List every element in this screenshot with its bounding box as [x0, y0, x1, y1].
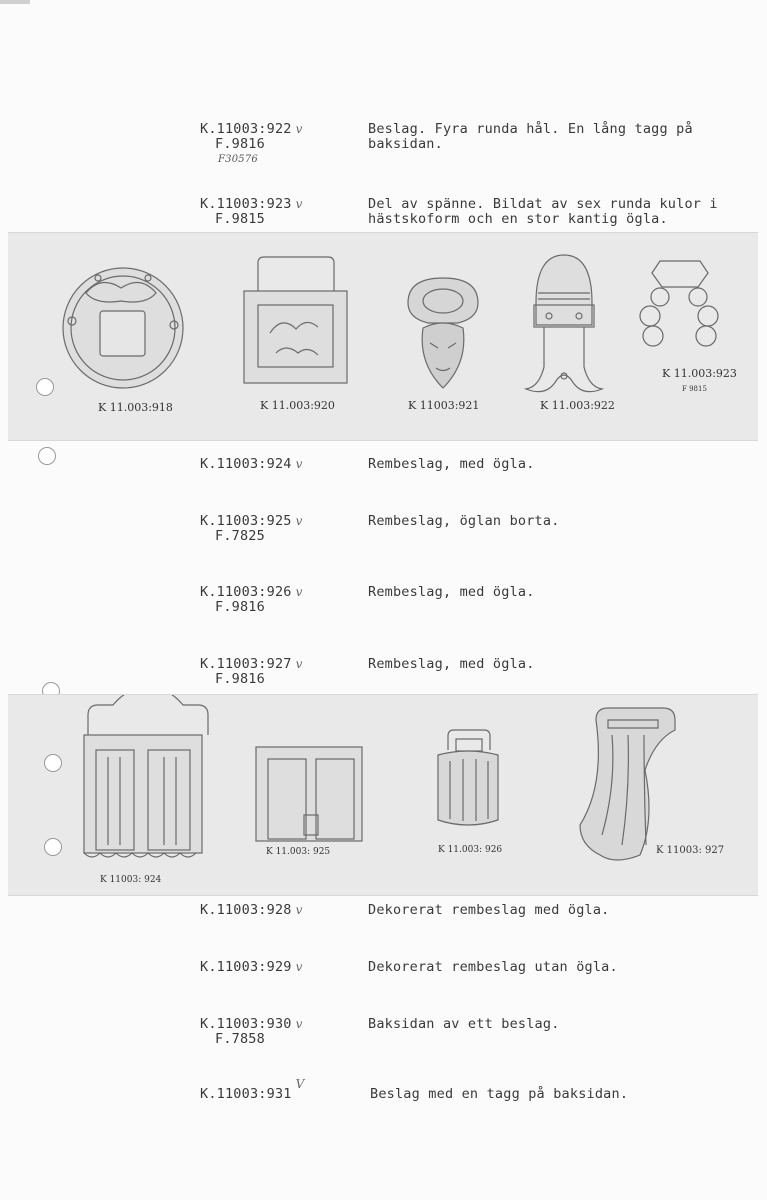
photo-label-918: K 11.003:918 — [98, 401, 173, 414]
entry-id-block — [200, 514, 303, 544]
entry-id-block — [200, 657, 303, 687]
entry-id: K.11003:925 — [200, 513, 292, 529]
entry-description: Beslag. Fyra runda hål. En lång tagg på baksidan. — [368, 121, 693, 152]
entry-id-block — [200, 1077, 305, 1102]
drawing-strip-1 — [8, 232, 758, 441]
check-mark: V — [295, 1077, 305, 1091]
check-mark: v — [295, 1017, 303, 1031]
entry-field-number: F.9816 — [215, 671, 265, 687]
photo-label-926: K 11.003: 926 — [438, 845, 503, 855]
object-drawing-920 — [244, 257, 347, 383]
check-mark: v — [295, 514, 303, 528]
check-mark: v — [295, 122, 303, 136]
handwritten-note: F30576 — [218, 154, 258, 165]
object-drawing-918 — [63, 268, 183, 388]
entry-id-block — [200, 1017, 303, 1047]
binder-hole — [44, 754, 62, 772]
entry-id: K.11003:930 — [200, 1016, 292, 1032]
entry-id: K.11003:928 — [200, 902, 292, 918]
photo-label-925: K 11.003: 925 — [266, 847, 331, 857]
object-drawing-926 — [438, 730, 498, 825]
entry-description: Rembeslag, med ögla. — [368, 584, 535, 600]
entry-id-block — [200, 960, 303, 975]
check-mark: v — [295, 197, 303, 211]
entry-description: Beslag med en tagg på baksidan. — [370, 1086, 629, 1102]
entry-description: Baksidan av ett beslag. — [368, 1016, 560, 1032]
entry-field-number: F.7858 — [215, 1031, 265, 1047]
entry-field-number: F.9815 — [215, 211, 265, 227]
entry-description: Del av spänne. Bildat av sex runda kulor i hästskoform och en stor kantig ögla. — [368, 196, 718, 227]
binder-hole — [38, 447, 56, 465]
object-drawing-921 — [408, 278, 478, 388]
check-mark: v — [295, 585, 303, 599]
entry-id-block — [200, 585, 303, 615]
entry-description: Rembeslag, med ögla. — [368, 456, 535, 472]
object-drawing-925 — [256, 747, 362, 841]
photo-label-921: K 11003:921 — [408, 399, 480, 412]
entry-id: K.11003:931 — [200, 1086, 292, 1102]
object-drawing-923 — [640, 261, 718, 346]
check-mark: v — [295, 903, 303, 917]
entry-id: K.11003:926 — [200, 584, 292, 600]
entry-id: K.11003:922 — [200, 121, 292, 137]
binder-hole — [36, 378, 54, 396]
photo-label-924: K 11003: 924 — [100, 875, 162, 885]
entry-description: Dekorerat rembeslag med ögla. — [368, 902, 610, 918]
object-drawing-922 — [526, 255, 602, 392]
entry-field-number: F.7825 — [215, 528, 265, 544]
photo-label-920: K 11.003:920 — [260, 399, 335, 412]
entry-id: K.11003:923 — [200, 196, 292, 212]
page-corner-mark — [0, 0, 30, 4]
object-drawing-924 — [84, 695, 208, 857]
entry-id-block — [200, 122, 303, 167]
check-mark: v — [295, 457, 303, 471]
photo-label-f9815: F 9815 — [682, 385, 707, 393]
photo-label-922: K 11.003:922 — [540, 399, 615, 412]
photo-label-923: K 11.003:923 — [662, 367, 737, 380]
entry-id: K.11003:929 — [200, 959, 292, 975]
entry-description: Rembeslag, med ögla. — [368, 656, 535, 672]
entry-id-block — [200, 197, 303, 227]
drawing-strip-2 — [8, 694, 758, 896]
entry-id: K.11003:924 — [200, 456, 292, 472]
binder-hole — [44, 838, 62, 856]
entry-id-block — [200, 903, 303, 918]
entry-description: Rembeslag, öglan borta. — [368, 513, 560, 529]
entry-description: Dekorerat rembeslag utan ögla. — [368, 959, 618, 975]
check-mark: v — [295, 657, 303, 671]
entry-id: K.11003:927 — [200, 656, 292, 672]
entry-id-block — [200, 457, 303, 472]
entry-field-number: F.9816 — [215, 136, 265, 152]
photo-label-927: K 11003: 927 — [656, 845, 725, 856]
check-mark: v — [295, 960, 303, 974]
entry-field-number: F.9816 — [215, 599, 265, 615]
object-drawing-927 — [580, 708, 675, 860]
